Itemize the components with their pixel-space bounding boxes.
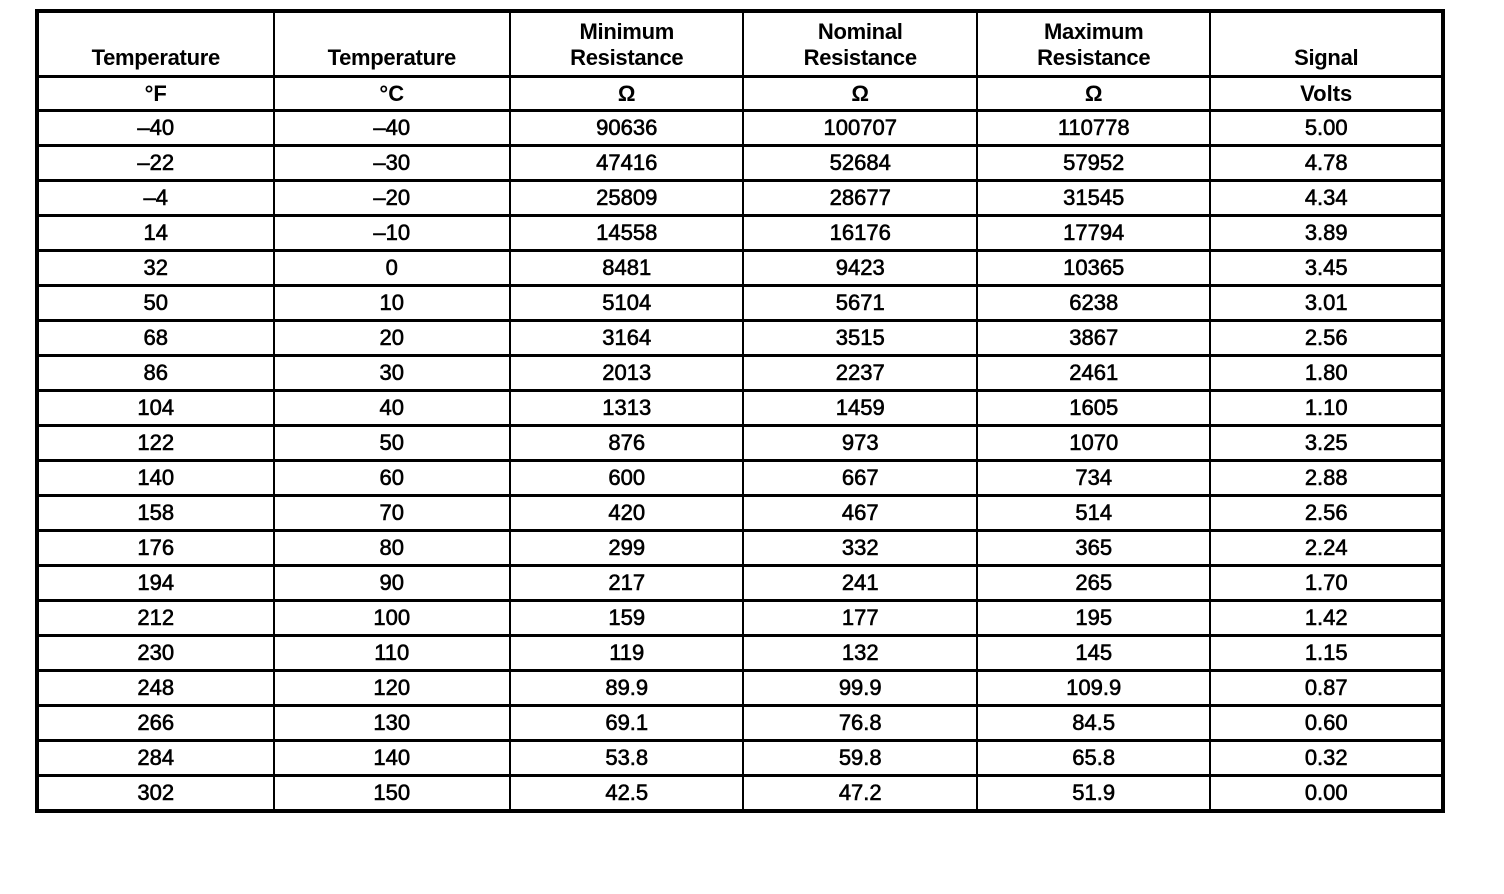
max-resistance-cell: 3867 — [977, 321, 1210, 356]
temp-f-cell: 32 — [37, 251, 274, 286]
temp-c-cell: 140 — [274, 741, 511, 776]
signal-volts-cell: 0.00 — [1210, 776, 1443, 812]
table-row — [37, 496, 1443, 531]
temp-f-cell: 248 — [37, 671, 274, 706]
header-line: Maximum — [1044, 19, 1144, 44]
temp-c-cell: 100 — [274, 601, 511, 636]
header-line: Temperature — [327, 45, 456, 70]
table-row — [37, 461, 1443, 496]
unit-fahrenheit: °F — [37, 77, 274, 111]
table-row — [37, 706, 1443, 741]
temp-c-cell: 20 — [274, 321, 511, 356]
temp-f-cell: 176 — [37, 531, 274, 566]
header-line: Resistance — [803, 45, 917, 70]
temp-f-cell: 194 — [37, 566, 274, 601]
nominal-resistance-cell: 16176 — [743, 216, 976, 251]
temp-c-cell: 50 — [274, 426, 511, 461]
temp-f-cell: 302 — [37, 776, 274, 812]
temp-c-cell: 40 — [274, 391, 511, 426]
temp-c-cell: 150 — [274, 776, 511, 812]
min-resistance-cell: 14558 — [510, 216, 743, 251]
max-resistance-cell: 51.9 — [977, 776, 1210, 812]
min-resistance-cell: 299 — [510, 531, 743, 566]
max-resistance-cell: 17794 — [977, 216, 1210, 251]
nominal-resistance-cell: 9423 — [743, 251, 976, 286]
signal-volts-cell: 1.15 — [1210, 636, 1443, 671]
table-row — [37, 776, 1443, 812]
nominal-resistance-cell: 28677 — [743, 181, 976, 216]
signal-volts-cell: 5.00 — [1210, 111, 1443, 146]
header-temperature-c — [274, 11, 511, 77]
nominal-resistance-cell: 2237 — [743, 356, 976, 391]
table-row — [37, 566, 1443, 601]
signal-volts-cell: 1.70 — [1210, 566, 1443, 601]
temp-f-cell: –40 — [37, 111, 274, 146]
temp-f-cell: 86 — [37, 356, 274, 391]
max-resistance-cell: 10365 — [977, 251, 1210, 286]
temp-f-cell: 68 — [37, 321, 274, 356]
max-resistance-cell: 1070 — [977, 426, 1210, 461]
signal-volts-cell: 3.45 — [1210, 251, 1443, 286]
max-resistance-cell: 1605 — [977, 391, 1210, 426]
max-resistance-cell: 6238 — [977, 286, 1210, 321]
min-resistance-cell: 2013 — [510, 356, 743, 391]
table-row — [37, 741, 1443, 776]
temperature-resistance-table — [35, 9, 1445, 813]
signal-volts-cell: 3.01 — [1210, 286, 1443, 321]
table-row — [37, 321, 1443, 356]
nominal-resistance-cell: 47.2 — [743, 776, 976, 812]
max-resistance-cell: 110778 — [977, 111, 1210, 146]
signal-volts-cell: 2.24 — [1210, 531, 1443, 566]
table-row — [37, 636, 1443, 671]
temp-f-cell: 122 — [37, 426, 274, 461]
nominal-resistance-cell: 52684 — [743, 146, 976, 181]
temp-c-cell: 120 — [274, 671, 511, 706]
signal-volts-cell: 2.56 — [1210, 496, 1443, 531]
temp-f-cell: 230 — [37, 636, 274, 671]
table-row — [37, 216, 1443, 251]
unit-ohm-nominal: Ω — [743, 77, 976, 111]
min-resistance-cell: 90636 — [510, 111, 743, 146]
temp-c-cell: 70 — [274, 496, 511, 531]
temp-c-cell: 10 — [274, 286, 511, 321]
min-resistance-cell: 47416 — [510, 146, 743, 181]
temp-f-cell: –22 — [37, 146, 274, 181]
min-resistance-cell: 5104 — [510, 286, 743, 321]
signal-volts-cell: 4.78 — [1210, 146, 1443, 181]
unit-ohm-max: Ω — [977, 77, 1210, 111]
header-minimum-resistance — [510, 11, 743, 77]
min-resistance-cell: 89.9 — [510, 671, 743, 706]
signal-volts-cell: 0.60 — [1210, 706, 1443, 741]
max-resistance-cell: 57952 — [977, 146, 1210, 181]
nominal-resistance-cell: 132 — [743, 636, 976, 671]
temp-c-cell: –30 — [274, 146, 511, 181]
temp-c-cell: –20 — [274, 181, 511, 216]
nominal-resistance-cell: 5671 — [743, 286, 976, 321]
max-resistance-cell: 145 — [977, 636, 1210, 671]
nominal-resistance-cell: 76.8 — [743, 706, 976, 741]
resistance-table-container — [35, 9, 1445, 813]
table-row — [37, 426, 1443, 461]
header-signal — [1210, 11, 1443, 77]
table-row — [37, 181, 1443, 216]
temp-c-cell: 110 — [274, 636, 511, 671]
table-row — [37, 531, 1443, 566]
nominal-resistance-cell: 332 — [743, 531, 976, 566]
nominal-resistance-cell: 100707 — [743, 111, 976, 146]
nominal-resistance-cell: 59.8 — [743, 741, 976, 776]
min-resistance-cell: 42.5 — [510, 776, 743, 812]
signal-volts-cell: 0.32 — [1210, 741, 1443, 776]
min-resistance-cell: 8481 — [510, 251, 743, 286]
temp-f-cell: 104 — [37, 391, 274, 426]
temp-f-cell: 212 — [37, 601, 274, 636]
temp-f-cell: 50 — [37, 286, 274, 321]
signal-volts-cell: 4.34 — [1210, 181, 1443, 216]
temp-c-cell: 0 — [274, 251, 511, 286]
temp-f-cell: 158 — [37, 496, 274, 531]
header-maximum-resistance — [977, 11, 1210, 77]
max-resistance-cell: 109.9 — [977, 671, 1210, 706]
temp-f-cell: 14 — [37, 216, 274, 251]
table-row — [37, 391, 1443, 426]
temp-c-cell: 30 — [274, 356, 511, 391]
unit-row — [37, 77, 1443, 111]
min-resistance-cell: 3164 — [510, 321, 743, 356]
max-resistance-cell: 195 — [977, 601, 1210, 636]
temp-c-cell: –10 — [274, 216, 511, 251]
nominal-resistance-cell: 3515 — [743, 321, 976, 356]
signal-volts-cell: 2.56 — [1210, 321, 1443, 356]
min-resistance-cell: 25809 — [510, 181, 743, 216]
temp-c-cell: 60 — [274, 461, 511, 496]
temp-f-cell: 284 — [37, 741, 274, 776]
unit-ohm-min: Ω — [510, 77, 743, 111]
table-row — [37, 601, 1443, 636]
min-resistance-cell: 159 — [510, 601, 743, 636]
signal-volts-cell: 3.25 — [1210, 426, 1443, 461]
unit-volts: Volts — [1210, 77, 1443, 111]
header-line: Resistance — [570, 45, 684, 70]
min-resistance-cell: 53.8 — [510, 741, 743, 776]
header-line: Signal — [1294, 45, 1359, 70]
temp-c-cell: 90 — [274, 566, 511, 601]
temp-c-cell: –40 — [274, 111, 511, 146]
header-line: Temperature — [91, 45, 220, 70]
table-row — [37, 251, 1443, 286]
nominal-resistance-cell: 973 — [743, 426, 976, 461]
max-resistance-cell: 365 — [977, 531, 1210, 566]
max-resistance-cell: 2461 — [977, 356, 1210, 391]
table-row — [37, 146, 1443, 181]
table-row — [37, 671, 1443, 706]
min-resistance-cell: 600 — [510, 461, 743, 496]
nominal-resistance-cell: 467 — [743, 496, 976, 531]
nominal-resistance-cell: 1459 — [743, 391, 976, 426]
table-row — [37, 111, 1443, 146]
temp-f-cell: 266 — [37, 706, 274, 741]
min-resistance-cell: 217 — [510, 566, 743, 601]
signal-volts-cell: 3.89 — [1210, 216, 1443, 251]
nominal-resistance-cell: 177 — [743, 601, 976, 636]
min-resistance-cell: 119 — [510, 636, 743, 671]
temp-c-cell: 80 — [274, 531, 511, 566]
nominal-resistance-cell: 99.9 — [743, 671, 976, 706]
min-resistance-cell: 420 — [510, 496, 743, 531]
unit-celsius: °C — [274, 77, 511, 111]
max-resistance-cell: 265 — [977, 566, 1210, 601]
header-row — [37, 11, 1443, 77]
header-line: Minimum — [579, 19, 674, 44]
max-resistance-cell: 734 — [977, 461, 1210, 496]
min-resistance-cell: 876 — [510, 426, 743, 461]
temp-f-cell: –4 — [37, 181, 274, 216]
signal-volts-cell: 1.10 — [1210, 391, 1443, 426]
temp-f-cell: 140 — [37, 461, 274, 496]
min-resistance-cell: 1313 — [510, 391, 743, 426]
min-resistance-cell: 69.1 — [510, 706, 743, 741]
header-temperature-f — [37, 11, 274, 77]
temp-c-cell: 130 — [274, 706, 511, 741]
signal-volts-cell: 0.87 — [1210, 671, 1443, 706]
header-nominal-resistance — [743, 11, 976, 77]
nominal-resistance-cell: 241 — [743, 566, 976, 601]
header-line: Resistance — [1037, 45, 1151, 70]
table-body — [37, 111, 1443, 812]
table-row — [37, 286, 1443, 321]
max-resistance-cell: 31545 — [977, 181, 1210, 216]
nominal-resistance-cell: 667 — [743, 461, 976, 496]
table-row — [37, 356, 1443, 391]
max-resistance-cell: 65.8 — [977, 741, 1210, 776]
header-line: Nominal — [817, 19, 903, 44]
signal-volts-cell: 1.42 — [1210, 601, 1443, 636]
max-resistance-cell: 514 — [977, 496, 1210, 531]
signal-volts-cell: 1.80 — [1210, 356, 1443, 391]
max-resistance-cell: 84.5 — [977, 706, 1210, 741]
signal-volts-cell: 2.88 — [1210, 461, 1443, 496]
